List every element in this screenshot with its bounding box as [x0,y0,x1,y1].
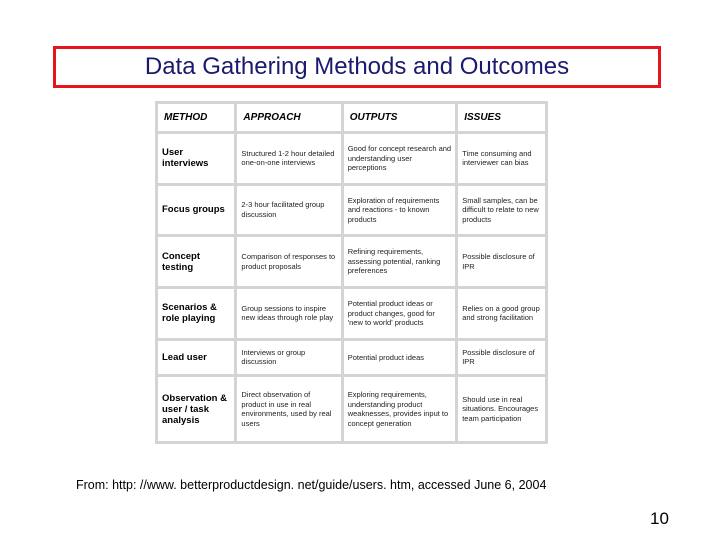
outputs-cell: Good for concept research and understanding user perceptions [344,134,456,183]
page-number: 10 [650,509,669,528]
outputs-cell: Exploration of requirements and reactions - to known products [344,186,456,235]
table-row [158,134,545,183]
approach-cell: Group sessions to inspire new ideas through role play [237,289,340,338]
approach-cell: Structured 1-2 hour detailed one-on-one interviews [237,134,340,183]
method-cell: Focus groups [158,186,234,235]
table-header-row [158,104,545,131]
outputs-cell: Potential product ideas or product changes, good for 'new to world' products [344,289,456,338]
table-row [158,289,545,338]
outputs-cell: Exploring requirements, understanding product weaknesses, provides input to concept generation [344,377,456,441]
table-row [158,186,545,235]
table-row [158,377,545,441]
method-cell: User interviews [158,134,234,183]
issues-cell: Possible disclosure of IPR [458,237,545,286]
issues-cell: Possible disclosure of IPR [458,341,545,375]
header-approach: APPROACH [237,104,340,131]
source-citation: From: http: //www. betterproductdesign. net/guide/users. htm, accessed June 6, 2004 [76,478,547,492]
issues-cell: Relies on a good group and strong facilitation [458,289,545,338]
title-box [53,46,661,88]
method-cell: Lead user [158,341,234,375]
method-cell: Observation & user / task analysis [158,377,234,441]
method-cell: Scenarios & role playing [158,289,234,338]
issues-cell: Time consuming and interviewer can bias [458,134,545,183]
approach-cell: Interviews or group discussion [237,341,340,375]
table-row [158,237,545,286]
slide-title: Data Gathering Methods and Outcomes [144,53,570,80]
methods-table [155,101,548,444]
approach-cell: Direct observation of product in use in real environments, used by real users [237,377,340,441]
issues-cell: Should use in real situations. Encourages team participation [458,377,545,441]
table-row [158,341,545,375]
header-method: METHOD [158,104,234,131]
header-issues: ISSUES [458,104,545,131]
methods-table-image [155,101,548,444]
header-outputs: OUTPUTS [344,104,456,131]
issues-cell: Small samples, can be difficult to relate to new products [458,186,545,235]
outputs-cell: Refining requirements, assessing potential, ranking preferences [344,237,456,286]
outputs-cell: Potential product ideas [344,341,456,375]
approach-cell: 2-3 hour facilitated group discussion [237,186,340,235]
approach-cell: Comparison of responses to product proposals [237,237,340,286]
method-cell: Concept testing [158,237,234,286]
